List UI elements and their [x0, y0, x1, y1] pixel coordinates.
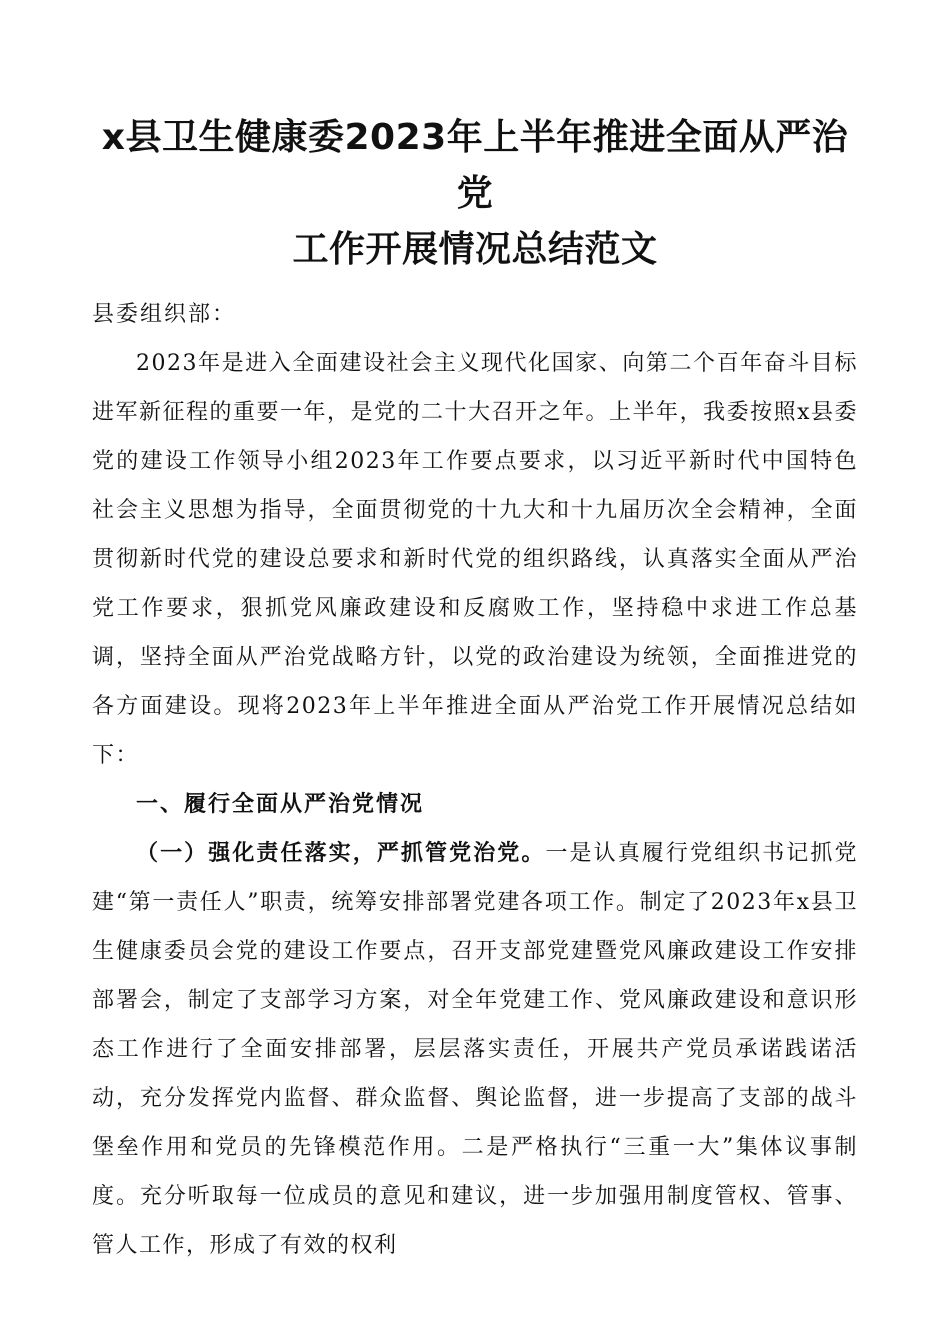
intro-paragraph: 2023年是进入全面建设社会主义现代化国家、向第二个百年奋斗目标进军新征程的重要一年，是党的二十大召开之年。上半年，我委按照x县委党的建设工作领导小组2023年工作要点要求，以习近平新时代中国特色社会主义思想为指导，全面贯彻党的十九大和十九届历次全会精神，全面贯彻新时代党的建设总要求和新时代党的组织路线，认真落实全面从严治党工作要求，狠抓党风廉政建设和反腐败工作，坚持稳中求进工作总基调，坚持全面从严治党战略方针，以党的政治建设为统领，全面推进党的各方面建设。现将2023年上半年推进全面从严治党工作开展情况总结如下： [92, 351, 858, 768]
salutation: 县委组织部： [92, 302, 237, 327]
section-heading-1: 一、履行全面从严治党情况 [136, 792, 425, 817]
subsection-paragraph-1 [92, 829, 858, 1270]
subsection-text-1: 一是认真履行党组织书记抓党建“第一责任人”职责，统筹安排部署党建各项工作。制定了2023年x县卫生健康委员会党的建设工作要点，召开支部党建暨党风廉政建设工作安排部署会，制定了支部学习方案，对全年党建工作、党风廉政建设和意识形态工作进行了全面安排部署，层层落实责任，开展共产党员承诺践诺活动，充分发挥党内监督、群众监督、舆论监督，进一步提高了支部的战斗堡垒作用和党员的先锋模范作用。二是严格执行“三重一大”集体议事制度。充分听取每一位成员的意见和建议，进一步加强用制度管权、管事、管人工作，形成了有效的权利 [92, 841, 858, 1258]
document-title [92, 110, 858, 278]
title-line-1: x县卫生健康委2023年上半年推进全面从严治党 [101, 117, 849, 214]
subsection-lead-1: （一）强化责任落实，严抓管党治党。 [136, 841, 546, 866]
title-line-2: 工作开展情况总结范文 [292, 229, 658, 270]
